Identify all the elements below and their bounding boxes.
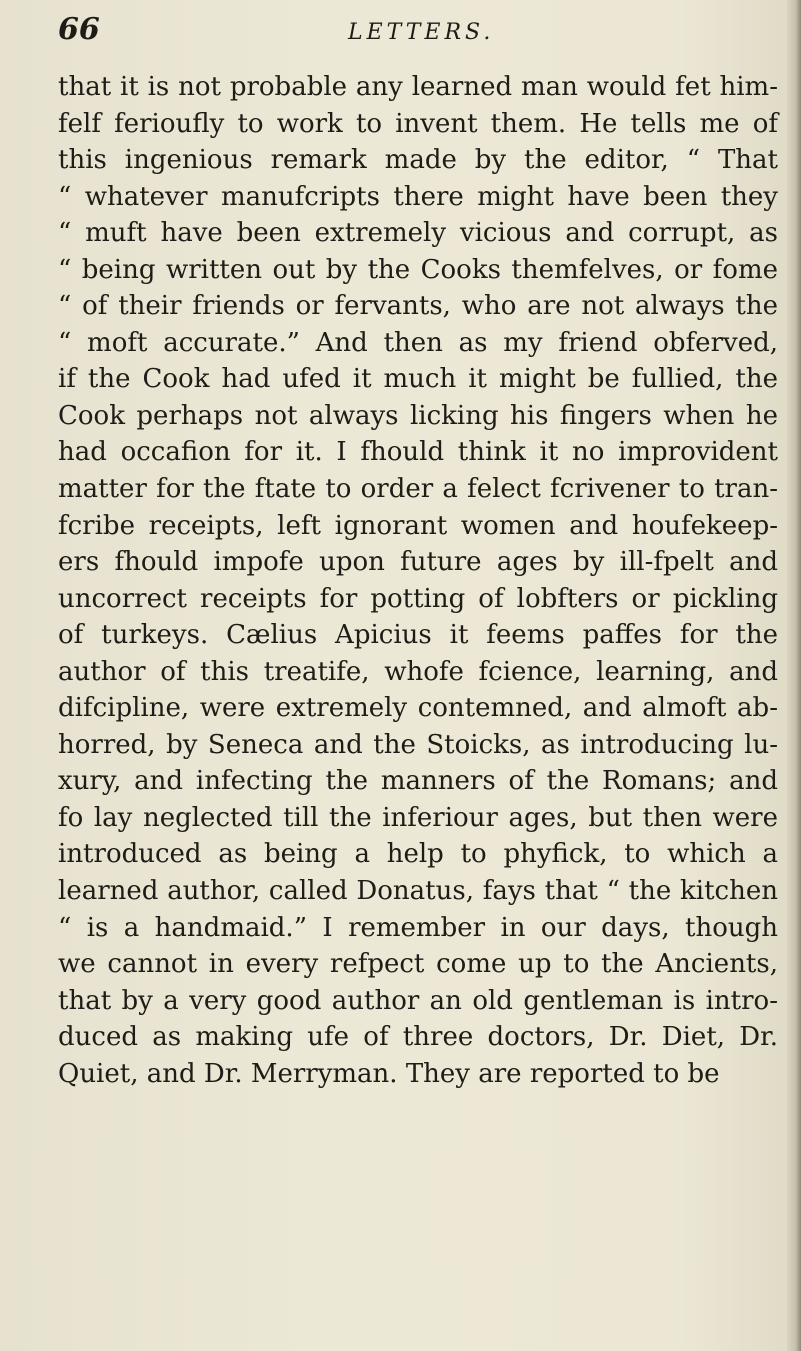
text-line: “ moft accurate.” And then as my friend obferved, xyxy=(58,327,778,358)
text-line: introduced as being a help to phyfick, to which a xyxy=(58,839,778,870)
text-line: we cannot in every refpect come up to the Ancients, xyxy=(58,949,778,980)
text-line: Cook perhaps not always licking his fingers when he xyxy=(58,400,778,431)
text-line: uncorrect receipts for potting of lobfters or pickling xyxy=(58,583,778,614)
text-line: Quiet, and Dr. Merryman. They are reported to be xyxy=(58,1058,720,1089)
running-title: LETTERS. xyxy=(348,20,495,45)
text-line: “ being written out by the Cooks themfelves, or fome xyxy=(58,254,778,285)
text-line: fo lay neglected till the inferiour ages, but then were xyxy=(58,802,778,833)
text-line: that by a very good author an old gentleman is intro- xyxy=(58,985,778,1016)
running-head xyxy=(58,12,758,52)
text-line: if the Cook had ufed it much it might be fullied, the xyxy=(58,364,778,395)
text-line: of turkeys. Cælius Apicius it feems paffes for the xyxy=(58,620,778,651)
text-line: that it is not probable any learned man would fet him- xyxy=(58,72,778,102)
page-number: 66 xyxy=(58,12,100,47)
text-line: learned author, called Donatus, fays that “ the kitchen xyxy=(58,876,778,907)
text-line: “ whatever manufcripts there might have been they xyxy=(58,181,778,212)
text-line: ers fhould impofe upon future ages by ill-fpelt and xyxy=(58,547,778,578)
text-line: “ of their friends or fervants, who are not always the xyxy=(58,291,778,322)
text-line: fcribe receipts, left ignorant women and houfekeep- xyxy=(58,510,778,541)
text-line: xury, and infecting the manners of the Romans; and xyxy=(58,766,778,797)
text-line: author of this treatife, whofe fcience, learning, and xyxy=(58,656,778,687)
page-edge-shadow xyxy=(787,0,801,1351)
text-line: “ is a handmaid.” I remember in our days, though xyxy=(58,912,778,943)
text-line: matter for the ftate to order a felect fcrivener to tran- xyxy=(58,474,778,505)
text-line: difcipline, were extremely contemned, and almoft ab- xyxy=(58,693,778,724)
text-line: had occafion for it. I fhould think it no improvident xyxy=(58,437,778,468)
body-text xyxy=(58,69,778,1092)
text-line: duced as making ufe of three doctors, Dr. Diet, Dr. xyxy=(58,1022,778,1053)
text-line: felf ferioufly to work to invent them. He tells me of xyxy=(58,108,778,139)
text-line: this ingenious remark made by the editor, “ That xyxy=(58,145,778,176)
text-line: “ muft have been extremely vicious and corrupt, as xyxy=(58,218,778,249)
text-line: horred, by Seneca and the Stoicks, as introducing lu- xyxy=(58,729,778,760)
